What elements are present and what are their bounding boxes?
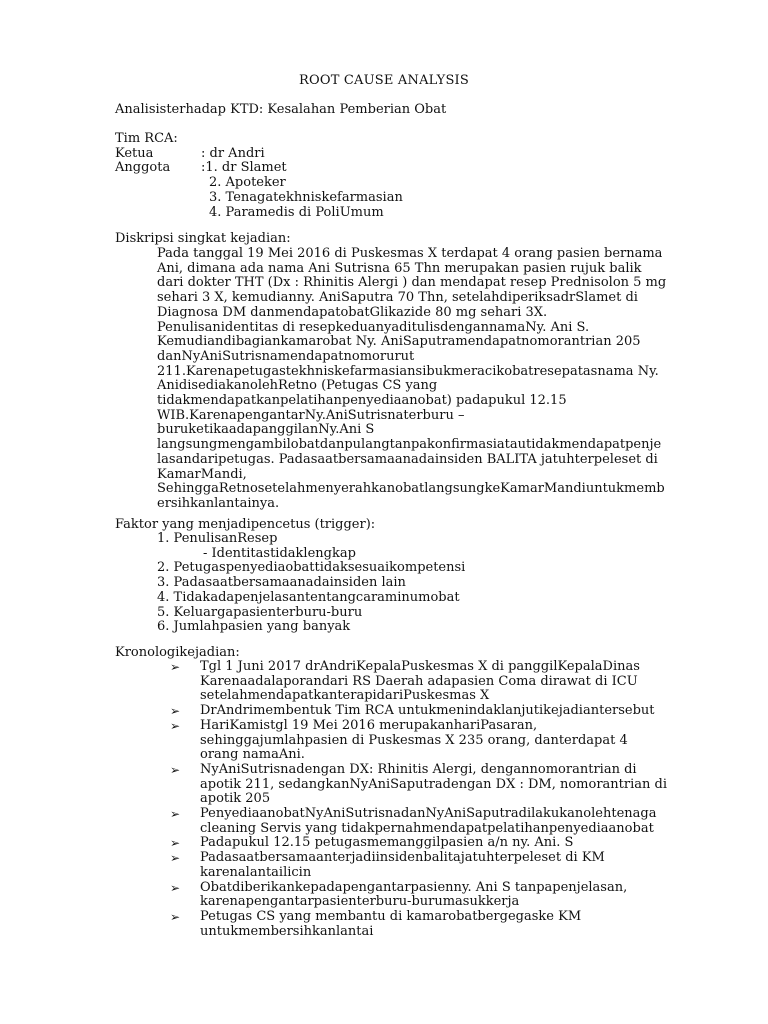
chronology-item	[170, 881, 660, 910]
arrow-bullet-icon: ➢	[170, 851, 181, 866]
description-line: Ani, dimana ada nama Ani Sutrisna 65 Thn merupakan pasien rujuk balik	[157, 260, 642, 276]
chronology-line: Padapukul 12.15 petugasmemanggilpasien a/n ny. Ani. S	[200, 835, 574, 851]
description-line: sehari 3 X, kemudianny. AniSaputra 70 Thn, setelahdiperiksadrSlamet di	[157, 290, 638, 306]
member-item: 4. Paramedis di PoliUmum	[209, 204, 384, 220]
description-line: danNyAniSutrisnamendapatnomorurut	[157, 348, 415, 364]
arrow-bullet-icon: ➢	[170, 880, 181, 895]
description-line: Pada tanggal 19 Mei 2016 di Puskesmas X terdapat 4 orang pasien bernama	[157, 246, 663, 261]
team-chair	[115, 147, 403, 162]
triggers-list	[157, 532, 465, 635]
description-line: buruketikaadapanggilanNy.Ani S	[157, 422, 375, 438]
chronology-line: NyAniSutrisnadengan DX: Rhinitis Alergi, dengannomorantrian di	[200, 761, 637, 777]
chronology-line: Karenaadalaporandari RS Daerah adapasien Coma dirawat di ICU	[200, 673, 638, 689]
chronology-item	[170, 704, 660, 719]
document-title: ROOT CAUSE ANALYSIS	[298, 73, 469, 88]
description-line: SehinggaRetnosetelahmenyerahkanobatlangsungkeKamarMandiuntukmemb	[157, 481, 665, 497]
trigger-item: 1. PenulisanResep	[157, 531, 278, 546]
chronology-item	[170, 719, 660, 763]
chronology-item	[170, 761, 667, 807]
chronology-item	[170, 910, 660, 939]
description-line: KamarMandi,	[157, 466, 247, 482]
chronology-line: apotik 205	[200, 791, 271, 807]
team-heading: Tim RCA:	[115, 131, 178, 146]
trigger-item: 3. Padasaatbersamaanadainsiden lain	[157, 575, 406, 591]
member-item: 2. Apoteker	[209, 175, 286, 191]
members-label: Anggota	[115, 160, 171, 176]
chronology-line: untukmembersihkanlantai	[200, 923, 374, 939]
description-line: AnidisediakanolehRetno (Petugas CS yang	[157, 378, 438, 394]
chronology-line: PenyediaanobatNyAniSutrisnadanNyAniSaputradilakukanolehtenaga	[200, 806, 657, 822]
arrow-bullet-icon: ➢	[170, 909, 181, 924]
arrow-bullet-icon: ➢	[170, 660, 181, 674]
team-section	[115, 132, 403, 220]
trigger-subitem: - Identitastidaklengkap	[203, 545, 356, 561]
description-line: WIB.KarenapengantarNy.AniSutrisnaterburu –	[157, 407, 465, 423]
description-line: Penulisanidentitas di resepkeduanyaditulisdengannamaNy. Ani S.	[157, 319, 590, 335]
chronology-line: Obatdiberikankepadapengantarpasienny. Ani S tanpapenjelasan,	[200, 879, 628, 895]
arrow-bullet-icon: ➢	[170, 807, 181, 822]
chronology-line: cleaning Servis yang tidakpernahmendapatpelatihanpenyediaanobat	[200, 820, 654, 836]
chronology-heading: Kronologikejadian:	[115, 645, 240, 660]
arrow-bullet-icon: ➢	[170, 704, 181, 719]
description-line: tidakmendapatkanpelatihanpenyediaanobat) padapukul 12.15	[157, 393, 567, 409]
chair-value: : dr Andri	[201, 145, 265, 161]
trigger-item: 5. Keluargapasienterburu-buru	[157, 604, 363, 620]
description-heading: Diskripsi singkat kejadian:	[115, 231, 291, 246]
chronology-line: sehinggajumlahpasien di Puskesmas X 235 orang, danterdapat 4	[200, 732, 628, 748]
chronology-line: apotik 211, sedangkanNyAniSaputradengan DX : DM, nomorantrian di	[200, 776, 667, 792]
chronology-line: setelahmendapatkanterapidariPuskesmas X	[200, 688, 490, 704]
chronology-line: DrAndrimembentuk Tim RCA untukmenindaklanjutikejadiantersebut	[200, 703, 655, 719]
member-item: :1. dr Slamet	[201, 160, 287, 176]
chronology-item	[170, 836, 660, 851]
chronology-line: orang namaAni.	[200, 747, 305, 763]
description-line: ersihkanlantainya.	[157, 495, 280, 511]
trigger-item: 2. Petugaspenyediaobattidaksesuaikompetensi	[157, 560, 466, 576]
chronology-line: Petugas CS yang membantu di kamarobatbergegaske KM	[200, 908, 582, 924]
description-line: 211.Karenapetugastekhniskefarmasiansibukmeracikobatresepatasnama Ny.	[157, 363, 659, 379]
arrow-bullet-icon: ➢	[170, 762, 181, 777]
chronology-item	[170, 660, 660, 704]
chronology-line: HariKamistgl 19 Mei 2016 merupakanhariPasaran,	[200, 717, 538, 733]
description-line: lasandaripetugas. Padasaatbersamaanadainsiden BALITA jatuhterpeleset di	[157, 451, 658, 467]
chronology-line: Padasaatbersamaanterjadiinsidenbalitajatuhterpeleset di KM	[200, 850, 605, 866]
trigger-item: 6. Jumlahpasien yang banyak	[157, 619, 351, 635]
chair-label: Ketua	[115, 145, 154, 161]
trigger-item: 4. Tidakadapenjelasantentangcaraminumobat	[157, 589, 460, 605]
arrow-bullet-icon: ➢	[170, 836, 181, 851]
chronology-item	[170, 851, 660, 880]
description-line: Diagnosa DM danmendapatobatGlikazide 80 mg sehari 3X.	[157, 304, 548, 320]
arrow-bullet-icon: ➢	[170, 718, 181, 733]
triggers-heading: Faktor yang menjadipencetus (trigger):	[115, 517, 376, 532]
chronology-line: karenalantailicin	[200, 864, 312, 880]
description-line: Kemudiandibagiankamarobat Ny. AniSaputramendapatnomorantrian 205	[157, 334, 641, 350]
chronology-item	[170, 807, 660, 836]
description-line: dari dokter THT (Dx : Rhinitis Alergi ) dan mendapat resep Prednisolon 5 mg	[157, 275, 667, 291]
chronology-list	[170, 659, 667, 939]
chronology-line: karenapengantarpasienterburu-burumasukkerja	[200, 894, 520, 910]
team-members-first	[115, 161, 403, 176]
analysis-subject: Analisisterhadap KTD: Kesalahan Pemberian Obat	[115, 102, 447, 117]
description-body	[157, 246, 667, 512]
description-line: langsungmengambilobatdanpulangtanpakonfirmasiatautidakmendapatpenje	[157, 437, 662, 453]
chronology-line: Tgl 1 Juni 2017 drAndriKepalaPuskesmas X di panggilKepalaDinas	[200, 659, 640, 674]
member-item: 3. Tenagatekhniskefarmasian	[209, 189, 403, 205]
